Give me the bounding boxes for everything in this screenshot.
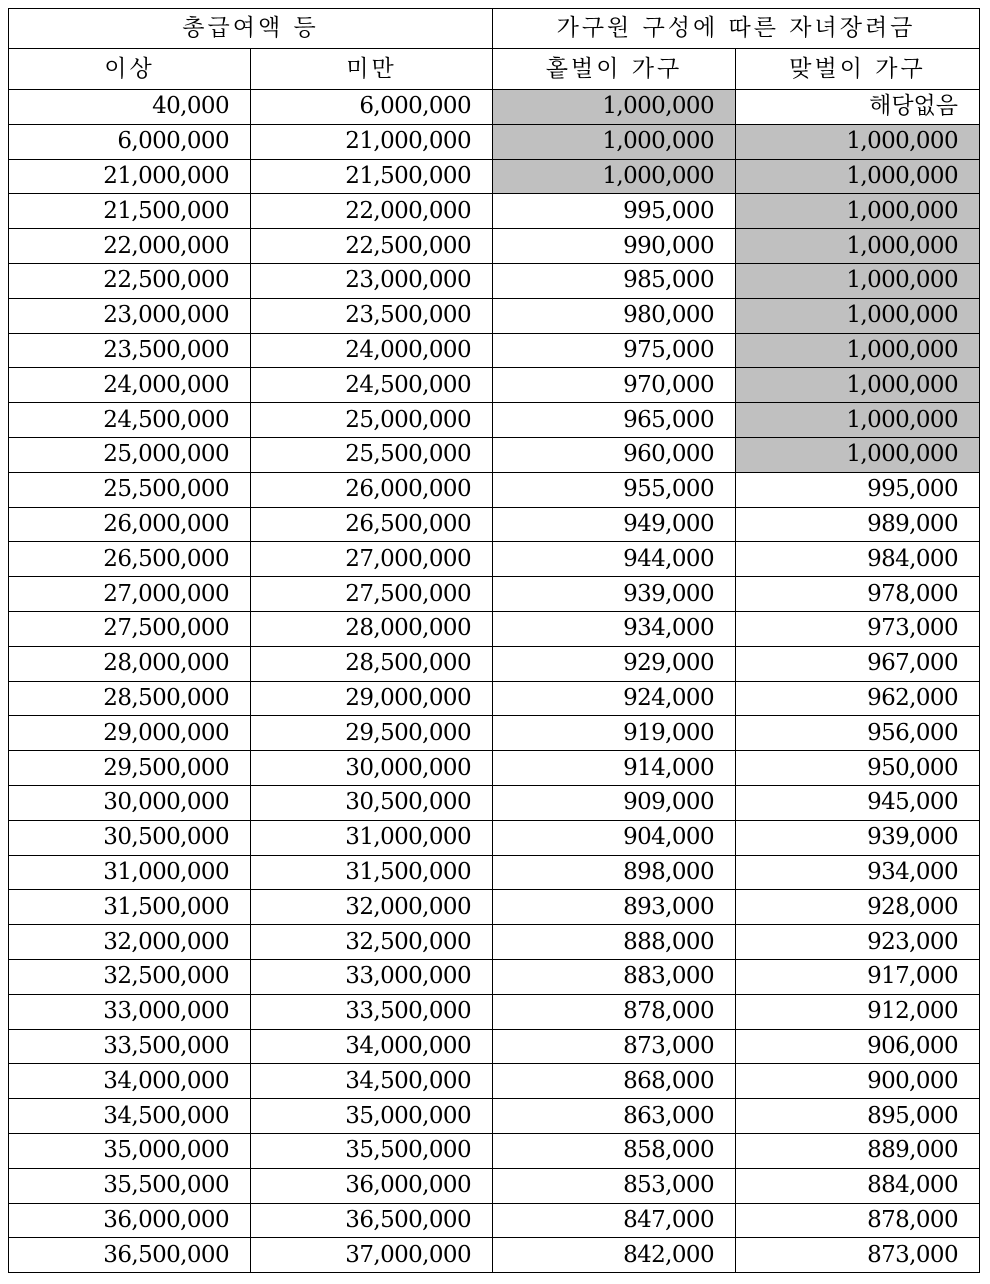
- cell-single: 858,000: [493, 1133, 736, 1168]
- cell-min: 30,000,000: [9, 785, 251, 820]
- cell-single: 1,000,000: [493, 159, 736, 194]
- cell-max: 36,500,000: [251, 1203, 493, 1238]
- cell-single: 863,000: [493, 1099, 736, 1134]
- cell-dual: 해당없음: [736, 90, 980, 125]
- cell-max: 31,500,000: [251, 855, 493, 890]
- cell-min: 24,000,000: [9, 368, 251, 403]
- cell-dual: 873,000: [736, 1238, 980, 1273]
- cell-single: 990,000: [493, 229, 736, 264]
- cell-single: 868,000: [493, 1064, 736, 1099]
- cell-min: 26,500,000: [9, 542, 251, 577]
- table-row: [9, 785, 980, 820]
- cell-single: 955,000: [493, 472, 736, 507]
- table-row: [9, 1029, 980, 1064]
- cell-min: 31,000,000: [9, 855, 251, 890]
- cell-dual: 906,000: [736, 1029, 980, 1064]
- header-amount-group: 가구원 구성에 따른 자녀장려금: [493, 9, 980, 49]
- table-row: [9, 90, 980, 125]
- cell-max: 25,000,000: [251, 403, 493, 438]
- table-row: [9, 1133, 980, 1168]
- table-row: [9, 333, 980, 368]
- cell-max: 32,500,000: [251, 925, 493, 960]
- cell-min: 23,000,000: [9, 298, 251, 333]
- cell-dual: 889,000: [736, 1133, 980, 1168]
- cell-max: 21,500,000: [251, 159, 493, 194]
- cell-max: 34,000,000: [251, 1029, 493, 1064]
- table-row: [9, 368, 980, 403]
- table-row: [9, 611, 980, 646]
- cell-min: 29,500,000: [9, 751, 251, 786]
- table-row: [9, 1064, 980, 1099]
- cell-dual: 978,000: [736, 577, 980, 612]
- cell-max: 22,500,000: [251, 229, 493, 264]
- cell-min: 32,000,000: [9, 925, 251, 960]
- cell-max: 30,000,000: [251, 751, 493, 786]
- cell-dual: 912,000: [736, 994, 980, 1029]
- cell-min: 25,500,000: [9, 472, 251, 507]
- cell-max: 26,500,000: [251, 507, 493, 542]
- cell-single: 904,000: [493, 820, 736, 855]
- table-row: [9, 1099, 980, 1134]
- cell-single: 893,000: [493, 890, 736, 925]
- cell-single: 944,000: [493, 542, 736, 577]
- table-row: [9, 577, 980, 612]
- table-row: [9, 1238, 980, 1273]
- table-row: [9, 890, 980, 925]
- cell-min: 26,000,000: [9, 507, 251, 542]
- cell-max: 33,500,000: [251, 994, 493, 1029]
- cell-min: 23,500,000: [9, 333, 251, 368]
- cell-min: 40,000: [9, 90, 251, 125]
- cell-max: 37,000,000: [251, 1238, 493, 1273]
- cell-min: 24,500,000: [9, 403, 251, 438]
- cell-max: 27,000,000: [251, 542, 493, 577]
- cell-min: 32,500,000: [9, 959, 251, 994]
- cell-min: 21,500,000: [9, 194, 251, 229]
- table-header: [9, 9, 980, 90]
- cell-max: 30,500,000: [251, 785, 493, 820]
- cell-dual: 945,000: [736, 785, 980, 820]
- cell-dual: 989,000: [736, 507, 980, 542]
- cell-dual: 995,000: [736, 472, 980, 507]
- cell-single: 878,000: [493, 994, 736, 1029]
- cell-max: 35,500,000: [251, 1133, 493, 1168]
- cell-single: 929,000: [493, 646, 736, 681]
- table-row: [9, 298, 980, 333]
- table-row: [9, 472, 980, 507]
- cell-single: 960,000: [493, 437, 736, 472]
- table-row: [9, 1203, 980, 1238]
- cell-single: 888,000: [493, 925, 736, 960]
- header-column-row: [9, 49, 980, 90]
- cell-max: 25,500,000: [251, 437, 493, 472]
- cell-single: 914,000: [493, 751, 736, 786]
- cell-single: 847,000: [493, 1203, 736, 1238]
- cell-max: 28,500,000: [251, 646, 493, 681]
- table-row: [9, 507, 980, 542]
- cell-max: 36,000,000: [251, 1168, 493, 1203]
- table-row: [9, 855, 980, 890]
- cell-min: 21,000,000: [9, 159, 251, 194]
- cell-single: 853,000: [493, 1168, 736, 1203]
- cell-single: 934,000: [493, 611, 736, 646]
- cell-dual: 950,000: [736, 751, 980, 786]
- cell-min: 34,500,000: [9, 1099, 251, 1134]
- table-row: [9, 681, 980, 716]
- table-row: [9, 124, 980, 159]
- cell-dual: 1,000,000: [736, 437, 980, 472]
- cell-dual: 962,000: [736, 681, 980, 716]
- table-row: [9, 194, 980, 229]
- cell-dual: 973,000: [736, 611, 980, 646]
- cell-dual: 923,000: [736, 925, 980, 960]
- cell-single: 975,000: [493, 333, 736, 368]
- cell-single: 980,000: [493, 298, 736, 333]
- header-group-row: [9, 9, 980, 49]
- cell-dual: 1,000,000: [736, 263, 980, 298]
- cell-dual: 900,000: [736, 1064, 980, 1099]
- table-row: [9, 820, 980, 855]
- cell-dual: 895,000: [736, 1099, 980, 1134]
- table-row: [9, 646, 980, 681]
- cell-min: 28,000,000: [9, 646, 251, 681]
- cell-single: 909,000: [493, 785, 736, 820]
- cell-single: 1,000,000: [493, 124, 736, 159]
- cell-min: 22,000,000: [9, 229, 251, 264]
- cell-single: 873,000: [493, 1029, 736, 1064]
- cell-dual: 984,000: [736, 542, 980, 577]
- table-body: [9, 90, 980, 1273]
- cell-min: 22,500,000: [9, 263, 251, 298]
- cell-min: 31,500,000: [9, 890, 251, 925]
- cell-min: 25,000,000: [9, 437, 251, 472]
- table-row: [9, 403, 980, 438]
- table-row: [9, 159, 980, 194]
- cell-min: 36,500,000: [9, 1238, 251, 1273]
- cell-min: 27,000,000: [9, 577, 251, 612]
- cell-dual: 884,000: [736, 1168, 980, 1203]
- cell-min: 35,500,000: [9, 1168, 251, 1203]
- cell-min: 34,000,000: [9, 1064, 251, 1099]
- cell-min: 28,500,000: [9, 681, 251, 716]
- cell-dual: 1,000,000: [736, 403, 980, 438]
- cell-max: 29,000,000: [251, 681, 493, 716]
- table-row: [9, 542, 980, 577]
- cell-dual: 1,000,000: [736, 159, 980, 194]
- cell-single: 898,000: [493, 855, 736, 890]
- cell-max: 23,000,000: [251, 263, 493, 298]
- cell-min: 29,000,000: [9, 716, 251, 751]
- cell-single: 924,000: [493, 681, 736, 716]
- cell-max: 23,500,000: [251, 298, 493, 333]
- cell-single: 985,000: [493, 263, 736, 298]
- cell-dual: 1,000,000: [736, 333, 980, 368]
- cell-single: 970,000: [493, 368, 736, 403]
- table-row: [9, 229, 980, 264]
- cell-min: 27,500,000: [9, 611, 251, 646]
- cell-single: 949,000: [493, 507, 736, 542]
- cell-dual: 1,000,000: [736, 298, 980, 333]
- cell-single: 1,000,000: [493, 90, 736, 125]
- table-row: [9, 716, 980, 751]
- child-tax-credit-table: [8, 8, 980, 1273]
- header-col-dual: 맞벌이 가구: [736, 49, 980, 90]
- cell-dual: 1,000,000: [736, 194, 980, 229]
- cell-min: 35,000,000: [9, 1133, 251, 1168]
- cell-dual: 1,000,000: [736, 229, 980, 264]
- cell-min: 33,500,000: [9, 1029, 251, 1064]
- table-row: [9, 925, 980, 960]
- table-row: [9, 437, 980, 472]
- cell-dual: 878,000: [736, 1203, 980, 1238]
- cell-max: 21,000,000: [251, 124, 493, 159]
- cell-single: 965,000: [493, 403, 736, 438]
- cell-max: 22,000,000: [251, 194, 493, 229]
- cell-dual: 967,000: [736, 646, 980, 681]
- header-col-max: 미만: [251, 49, 493, 90]
- cell-max: 27,500,000: [251, 577, 493, 612]
- cell-max: 33,000,000: [251, 959, 493, 994]
- cell-max: 31,000,000: [251, 820, 493, 855]
- table-row: [9, 994, 980, 1029]
- cell-dual: 917,000: [736, 959, 980, 994]
- cell-max: 28,000,000: [251, 611, 493, 646]
- cell-max: 35,000,000: [251, 1099, 493, 1134]
- cell-min: 6,000,000: [9, 124, 251, 159]
- table-row: [9, 263, 980, 298]
- cell-single: 842,000: [493, 1238, 736, 1273]
- cell-dual: 1,000,000: [736, 368, 980, 403]
- cell-min: 30,500,000: [9, 820, 251, 855]
- cell-max: 26,000,000: [251, 472, 493, 507]
- table-row: [9, 959, 980, 994]
- cell-dual: 939,000: [736, 820, 980, 855]
- cell-dual: 928,000: [736, 890, 980, 925]
- cell-single: 939,000: [493, 577, 736, 612]
- cell-min: 36,000,000: [9, 1203, 251, 1238]
- cell-max: 32,000,000: [251, 890, 493, 925]
- cell-min: 33,000,000: [9, 994, 251, 1029]
- header-col-single: 홑벌이 가구: [493, 49, 736, 90]
- cell-single: 919,000: [493, 716, 736, 751]
- table-row: [9, 751, 980, 786]
- cell-max: 34,500,000: [251, 1064, 493, 1099]
- header-income-group: 총급여액 등: [9, 9, 493, 49]
- cell-single: 883,000: [493, 959, 736, 994]
- cell-single: 995,000: [493, 194, 736, 229]
- cell-max: 24,500,000: [251, 368, 493, 403]
- cell-max: 29,500,000: [251, 716, 493, 751]
- cell-dual: 956,000: [736, 716, 980, 751]
- cell-dual: 1,000,000: [736, 124, 980, 159]
- header-col-min: 이상: [9, 49, 251, 90]
- cell-dual: 934,000: [736, 855, 980, 890]
- cell-max: 24,000,000: [251, 333, 493, 368]
- cell-max: 6,000,000: [251, 90, 493, 125]
- table-row: [9, 1168, 980, 1203]
